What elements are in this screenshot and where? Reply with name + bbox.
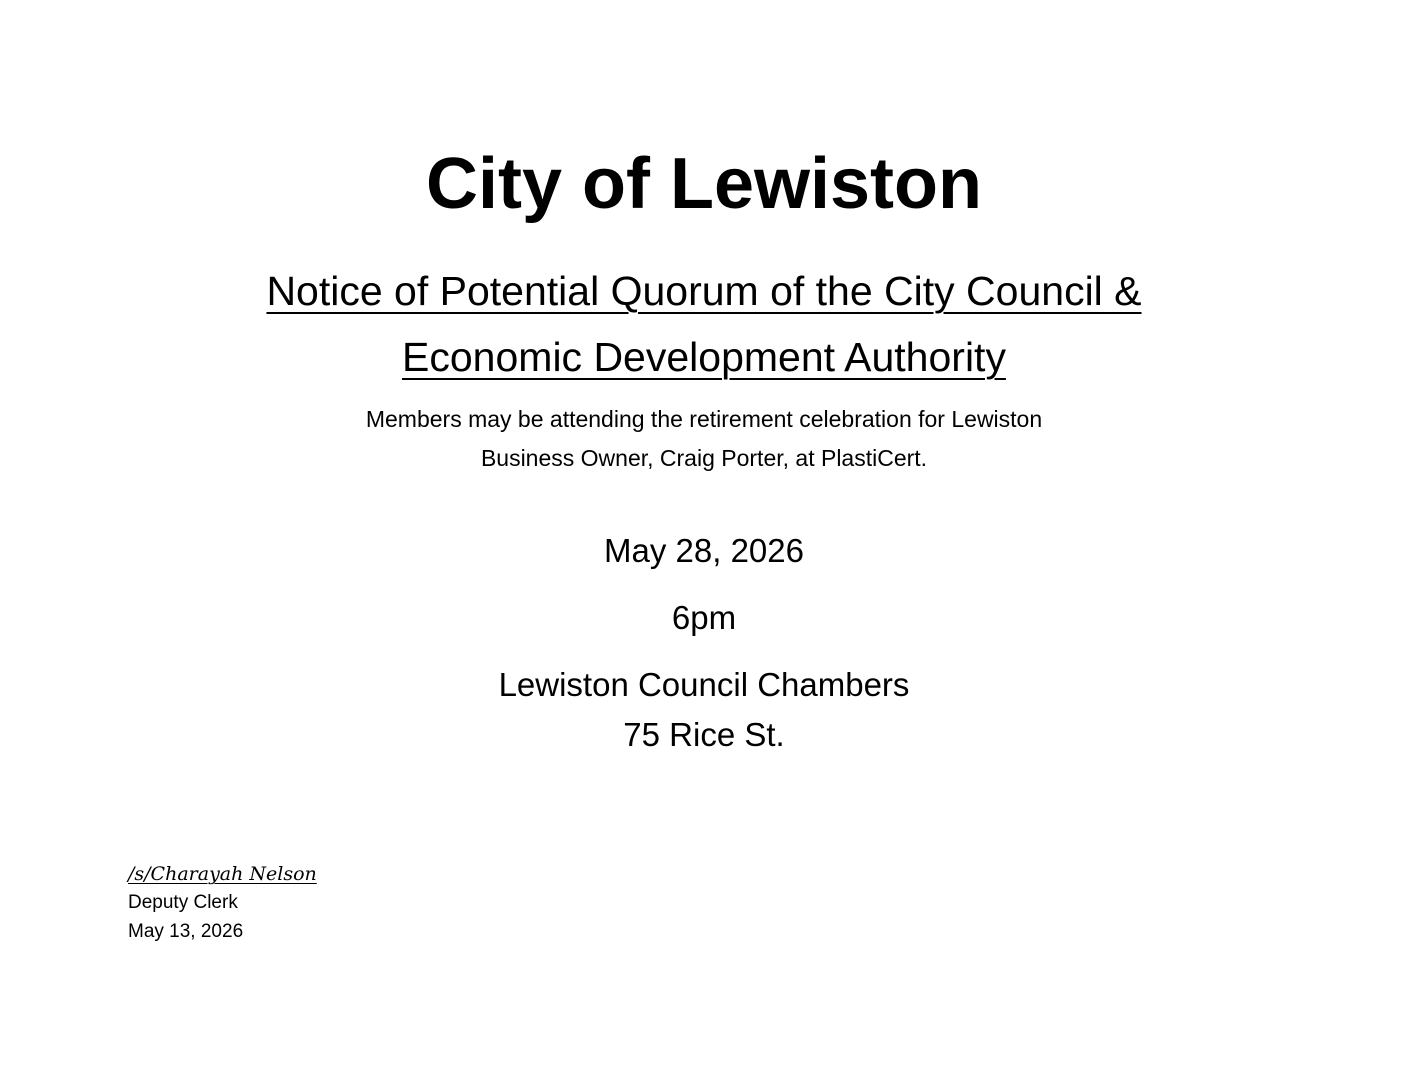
signature-block <box>128 860 528 946</box>
notice-subtitle <box>0 258 1408 390</box>
signer-role: Deputy Clerk <box>128 892 238 913</box>
notice-description <box>0 400 1408 478</box>
subtitle-line-2: Economic Development Authority <box>402 334 1006 380</box>
description-line-2: Business Owner, Craig Porter, at PlastiCert. <box>480 445 928 471</box>
event-venue: Lewiston Council Chambers <box>498 666 910 703</box>
page-title: City of Lewiston <box>426 144 982 224</box>
event-location <box>0 660 1408 760</box>
description-line-1: Members may be attending the retirement celebration for Lewiston <box>365 406 1043 432</box>
signature: /s/Charayah Nelson <box>128 863 317 885</box>
signature-date: May 13, 2026 <box>128 921 244 942</box>
subtitle-line-1: Notice of Potential Quorum of the City Council & <box>266 268 1142 314</box>
event-time: 6pm <box>671 599 737 636</box>
event-address: 75 Rice St. <box>623 716 785 753</box>
event-date: May 28, 2026 <box>604 532 804 569</box>
